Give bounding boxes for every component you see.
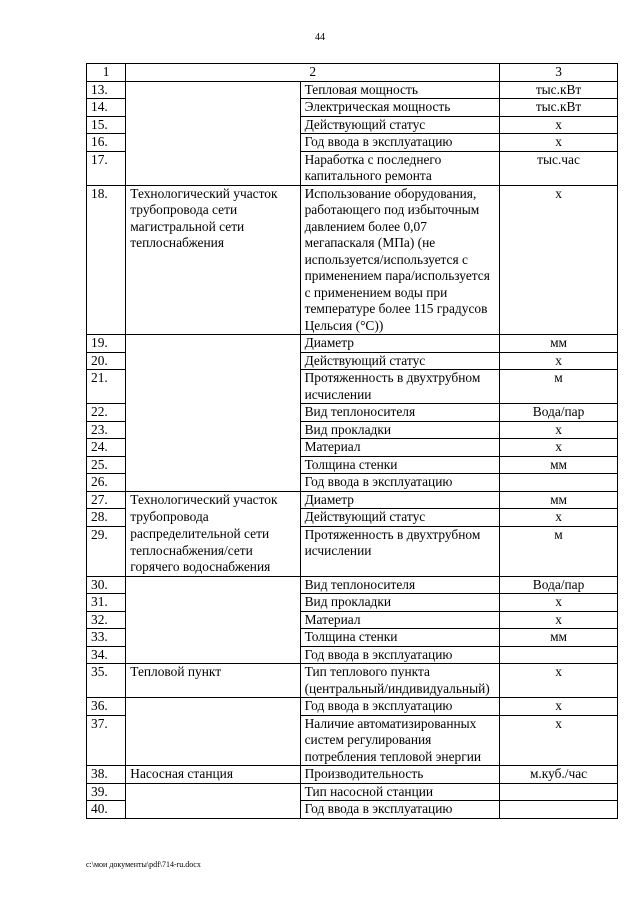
- row-parameter: Год ввода в эксплуатацию: [300, 801, 500, 819]
- table-row: [87, 421, 618, 439]
- row-group: распределительной сети теплоснабжения/сети горячего водоснабжения: [126, 526, 300, 576]
- row-parameter: Диаметр: [300, 335, 500, 353]
- row-group: [126, 370, 300, 404]
- row-group: [126, 421, 300, 439]
- row-group: [126, 404, 300, 422]
- row-parameter: Действующий статус: [300, 116, 500, 134]
- row-number: 22.: [87, 404, 126, 422]
- row-group: [126, 576, 300, 594]
- row-parameter: Протяженность в двухтрубном исчислении: [300, 526, 500, 576]
- row-number: 17.: [87, 151, 126, 185]
- row-unit: м.куб./час: [500, 766, 618, 784]
- row-group: [126, 611, 300, 629]
- table-row: [87, 646, 618, 664]
- row-parameter: Использование оборудования, работающего под избыточным давлением более 0,07 мегапаскаля (МПа) (не используется/используется с применением пара/используется с применением воды при температуре более 115 градусов Цельсия (°С)): [300, 185, 500, 335]
- row-parameter: Наличие автоматизированных систем регулирования потребления тепловой энергии: [300, 715, 500, 766]
- row-unit: Вода/пар: [500, 404, 618, 422]
- row-parameter: Материал: [300, 439, 500, 457]
- row-unit: тыс.час: [500, 151, 618, 185]
- row-group: трубопровода: [126, 509, 300, 527]
- row-group: Насосная станция: [126, 766, 300, 784]
- table-row: [87, 491, 618, 509]
- row-parameter: Действующий статус: [300, 352, 500, 370]
- row-group: [126, 151, 300, 185]
- header-col-1: 1: [87, 64, 126, 82]
- row-unit: [500, 474, 618, 492]
- row-unit: х: [500, 698, 618, 716]
- row-number: 15.: [87, 116, 126, 134]
- row-unit: х: [500, 134, 618, 152]
- row-unit: м: [500, 526, 618, 576]
- row-unit: [500, 801, 618, 819]
- table-row: [87, 629, 618, 647]
- row-group: [126, 335, 300, 353]
- row-number: 40.: [87, 801, 126, 819]
- row-parameter: Толщина стенки: [300, 629, 500, 647]
- row-number: 25.: [87, 456, 126, 474]
- table-row: [87, 766, 618, 784]
- row-unit: мм: [500, 456, 618, 474]
- row-number: 13.: [87, 81, 126, 99]
- row-unit: х: [500, 611, 618, 629]
- table-row: [87, 783, 618, 801]
- row-parameter: Наработка с последнего капитального ремонта: [300, 151, 500, 185]
- row-number: 20.: [87, 352, 126, 370]
- row-number: 31.: [87, 594, 126, 612]
- row-parameter: Год ввода в эксплуатацию: [300, 698, 500, 716]
- row-group: [126, 783, 300, 801]
- row-number: 38.: [87, 766, 126, 784]
- table-row: [87, 81, 618, 99]
- row-group: [126, 474, 300, 492]
- row-group: [126, 116, 300, 134]
- table-row: [87, 151, 618, 185]
- row-unit: мм: [500, 335, 618, 353]
- row-unit: х: [500, 715, 618, 766]
- table-row: [87, 594, 618, 612]
- row-unit: тыс.кВт: [500, 99, 618, 117]
- document-table: [86, 63, 618, 819]
- row-number: 32.: [87, 611, 126, 629]
- row-group: [126, 594, 300, 612]
- row-parameter: Вид прокладки: [300, 594, 500, 612]
- row-number: 27.: [87, 491, 126, 509]
- table-row: [87, 370, 618, 404]
- row-group: [126, 81, 300, 99]
- row-unit: х: [500, 594, 618, 612]
- row-parameter: Год ввода в эксплуатацию: [300, 646, 500, 664]
- row-group: [126, 629, 300, 647]
- header-col-2: 2: [126, 64, 500, 82]
- row-parameter: Вид прокладки: [300, 421, 500, 439]
- table-row: [87, 335, 618, 353]
- table-row: [87, 698, 618, 716]
- row-parameter: Год ввода в эксплуатацию: [300, 474, 500, 492]
- table-row: [87, 474, 618, 492]
- row-unit: х: [500, 185, 618, 335]
- row-number: 14.: [87, 99, 126, 117]
- table-row: [87, 116, 618, 134]
- row-parameter: Производительность: [300, 766, 500, 784]
- row-group: [126, 698, 300, 716]
- row-parameter: Действующий статус: [300, 509, 500, 527]
- footer-file-path: c:\мои документы\pdf\714-ru.docx: [86, 860, 201, 869]
- row-number: 36.: [87, 698, 126, 716]
- page-number: 44: [315, 32, 325, 43]
- row-number: 29.: [87, 526, 126, 576]
- row-group: [126, 456, 300, 474]
- table-row: [87, 456, 618, 474]
- row-number: 39.: [87, 783, 126, 801]
- row-number: 19.: [87, 335, 126, 353]
- row-group: Технологический участок трубопровода сети магистральной сети теплоснабжения: [126, 185, 300, 335]
- row-unit: м: [500, 370, 618, 404]
- row-group: [126, 646, 300, 664]
- table-row: [87, 611, 618, 629]
- table-row: [87, 715, 618, 766]
- row-unit: х: [500, 509, 618, 527]
- row-unit: мм: [500, 629, 618, 647]
- table-row: [87, 99, 618, 117]
- row-number: 33.: [87, 629, 126, 647]
- row-number: 28.: [87, 509, 126, 527]
- row-unit: мм: [500, 491, 618, 509]
- row-number: 34.: [87, 646, 126, 664]
- row-group: [126, 134, 300, 152]
- row-group: [126, 801, 300, 819]
- table-row: [87, 439, 618, 457]
- header-col-3: 3: [500, 64, 618, 82]
- row-group: Тепловой пункт: [126, 664, 300, 698]
- row-unit: [500, 783, 618, 801]
- row-number: 26.: [87, 474, 126, 492]
- row-number: 16.: [87, 134, 126, 152]
- table-row: [87, 185, 618, 335]
- row-parameter: Электрическая мощность: [300, 99, 500, 117]
- table-row: [87, 526, 618, 576]
- table-row: [87, 576, 618, 594]
- row-parameter: Диаметр: [300, 491, 500, 509]
- table-row: [87, 664, 618, 698]
- row-parameter: Толщина стенки: [300, 456, 500, 474]
- table-header-row: [87, 64, 618, 82]
- row-unit: х: [500, 439, 618, 457]
- table-row: [87, 352, 618, 370]
- table-row: [87, 404, 618, 422]
- row-group: [126, 99, 300, 117]
- row-parameter: Вид теплоносителя: [300, 404, 500, 422]
- row-unit: х: [500, 116, 618, 134]
- row-group: [126, 439, 300, 457]
- row-parameter: Тепловая мощность: [300, 81, 500, 99]
- row-number: 35.: [87, 664, 126, 698]
- row-group: [126, 715, 300, 766]
- row-number: 30.: [87, 576, 126, 594]
- row-group: [126, 352, 300, 370]
- table-row: [87, 509, 618, 527]
- row-group: Технологический участок: [126, 491, 300, 509]
- row-parameter: Протяженность в двухтрубном исчислении: [300, 370, 500, 404]
- row-number: 18.: [87, 185, 126, 335]
- row-number: 37.: [87, 715, 126, 766]
- table-row: [87, 801, 618, 819]
- row-parameter: Материал: [300, 611, 500, 629]
- row-unit: тыс.кВт: [500, 81, 618, 99]
- table-row: [87, 134, 618, 152]
- row-parameter: Год ввода в эксплуатацию: [300, 134, 500, 152]
- row-unit: х: [500, 421, 618, 439]
- row-parameter: Тип теплового пункта (центральный/индивидуальный): [300, 664, 500, 698]
- row-parameter: Тип насосной станции: [300, 783, 500, 801]
- row-parameter: Вид теплоносителя: [300, 576, 500, 594]
- row-unit: Вода/пар: [500, 576, 618, 594]
- row-number: 21.: [87, 370, 126, 404]
- row-unit: х: [500, 664, 618, 698]
- row-unit: х: [500, 352, 618, 370]
- row-number: 23.: [87, 421, 126, 439]
- row-unit: [500, 646, 618, 664]
- row-number: 24.: [87, 439, 126, 457]
